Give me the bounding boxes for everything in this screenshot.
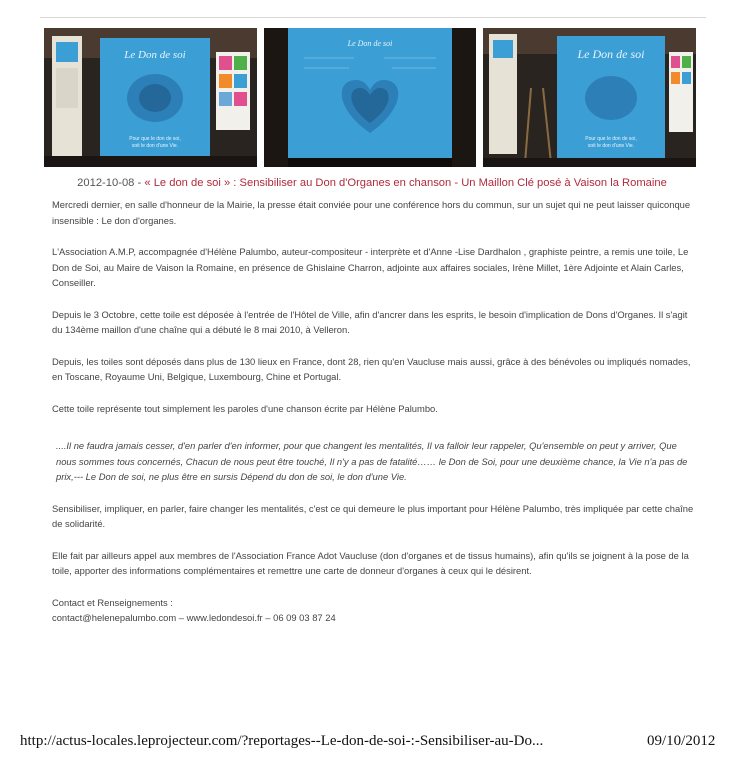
- article-date: 2012-10-08: [77, 177, 135, 189]
- banner-caption-1: Pour que le don de soi,: [129, 136, 181, 142]
- top-divider: [40, 17, 706, 18]
- article-title-link[interactable]: « Le don de soi »: [144, 177, 231, 189]
- paragraph: Depuis, les toiles sont déposés dans plus de 130 lieux en France, dont 28, rien qu'en Vaucluse mais aussi, grâce à des bénévoles ou impliqués nomades, en Toscane, Royaume Uni, Belgique, Luxembourg, Chine et Portugal.: [52, 355, 691, 382]
- svg-text:Le Don de soi: Le Don de soi: [577, 47, 645, 61]
- paragraph: Elle fait par ailleurs appel aux membres de l'Association France Adot Vaucluse (don d'organes et de tissus humains), afin qu'ils se joignent à la pose de la toile, apporter des informations complémentaires et remettre une carte de donneur d'organes à ceux qui le désirent.: [52, 549, 689, 576]
- footer-url: http://actus-locales.leprojecteur.com/?reportages--Le-don-de-soi-:-Sensibiliser-au-Do...: [20, 733, 544, 749]
- paragraph: Sensibiliser, impliquer, en parler, faire changer les mentalités, c'est ce qui demeure le plus important pour Hélène Palumbo, très impliquée par cette chaîne de solidarité.: [52, 502, 694, 529]
- paragraph: Mercredi dernier, en salle d'honneur de la Mairie, la presse était conviée pour une conférence hors du commun, sur un sujet qui ne peut laisser quiconque insensible : Le don d'organes.: [52, 199, 691, 226]
- footer-date: 09/10/2012: [647, 733, 716, 749]
- article-headline: 2012-10-08 - « Le don de soi » : Sensibiliser au Don d'Organes en chanson - Un Maillon Clé posé à Vaison la Romaine: [77, 177, 667, 189]
- contact-heading: Contact et Renseignements :: [52, 596, 173, 608]
- photo-canvas-left: [44, 28, 257, 167]
- song-quote: ....Il ne faudra jamais cesser, d'en parler d'en informer, pour que changent les mentalités, Il va falloir leur rappeler, Qu'ensemble on peut y arriver, Que nous sommes tous concernés, Chacun de nous peut être touché, Il n'y a pas de fatalité…… le Don de Soi, pour une deuxième chance, la Vie n'a pas de prix,--- Le Don de soi, ne plus être en sursis Dépend du don de soi, le don d'une Vie.: [56, 440, 688, 482]
- contact-line[interactable]: contact@helenepalumbo.com – www.ledondesoi.fr – 06 09 03 87 24: [52, 612, 336, 623]
- article-title: : Sensibiliser au Don d'Organes en chanson - Un Maillon Clé posé à Vaison la Romaine: [230, 177, 667, 189]
- photo-strip: [44, 28, 696, 167]
- svg-text:Pour que le don de soi,: Pour que le don de soi,: [585, 136, 637, 142]
- paragraph: L'Association A.M.P, accompagnée d'Hélène Palumbo, auteur-compositeur - interprète et d'Anne -Lise Dardhalon , graphiste peintre, a remis une toile, Le Don de Soi, au Maire de Vaison la Romaine, en présence de Ghislaine Charron, adjointe aux affaires sociales, Irène Millet, 1ère Adjointe et Alain Carles, Conseiller.: [52, 246, 689, 288]
- svg-text:soit le don d'une Vie.: soit le don d'une Vie.: [587, 143, 635, 149]
- banner-caption-2: soit le don d'une Vie.: [131, 143, 179, 149]
- svg-text:Le Don de soi: Le Don de soi: [347, 39, 393, 48]
- article-body: [52, 197, 698, 626]
- paragraph: Cette toile représente tout simplement les paroles d'une chanson écrite par Hélène Palumbo.: [52, 402, 438, 414]
- photo-canvas-right: [483, 28, 696, 167]
- photo-canvas-closeup: [264, 28, 476, 167]
- banner-title-text: Le Don de soi: [124, 49, 186, 61]
- paragraph: Depuis le 3 Octobre, cette toile est déposée à l'entrée de l'Hôtel de Ville, afin d'ancrer dans les esprits, le besoin d'implication de Dons d'Organes. Il s'agit du 134ème maillon d'une chaîne qui a débuté le 8 mai 2010, à Velleron.: [52, 308, 688, 335]
